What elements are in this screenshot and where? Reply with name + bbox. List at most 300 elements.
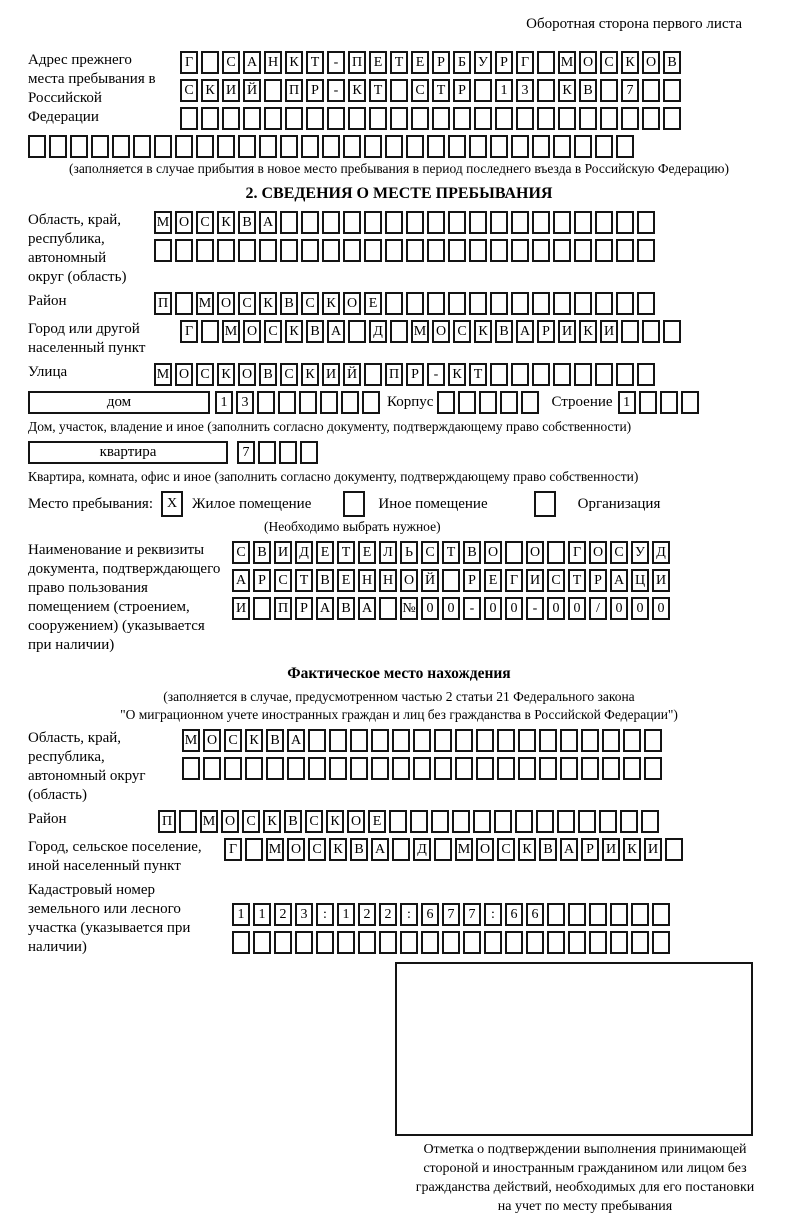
char-box[interactable]: А	[371, 838, 389, 861]
char-box[interactable]: -	[427, 363, 445, 386]
char-box[interactable]	[295, 931, 313, 954]
char-box[interactable]	[327, 107, 345, 130]
char-box[interactable]	[616, 239, 634, 262]
char-box[interactable]: П	[385, 363, 403, 386]
char-box[interactable]: М	[196, 292, 214, 315]
char-box[interactable]	[494, 810, 512, 833]
char-box[interactable]	[568, 931, 586, 954]
char-box[interactable]	[574, 211, 592, 234]
char-box[interactable]	[560, 757, 578, 780]
char-box[interactable]	[474, 79, 492, 102]
char-box[interactable]: Й	[243, 79, 261, 102]
char-box[interactable]: Т	[390, 51, 408, 74]
char-box[interactable]	[616, 211, 634, 234]
char-box[interactable]: М	[154, 363, 172, 386]
char-box[interactable]	[595, 211, 613, 234]
char-box[interactable]: С	[610, 541, 628, 564]
char-box[interactable]: 3	[236, 391, 254, 414]
char-box[interactable]: А	[516, 320, 534, 343]
char-box[interactable]	[511, 292, 529, 315]
char-box[interactable]	[599, 810, 617, 833]
char-box[interactable]	[175, 292, 193, 315]
char-box[interactable]: М	[182, 729, 200, 752]
char-box[interactable]: С	[180, 79, 198, 102]
char-box[interactable]	[537, 107, 555, 130]
char-box[interactable]	[196, 135, 214, 158]
char-box[interactable]	[301, 239, 319, 262]
char-box[interactable]	[557, 810, 575, 833]
char-box[interactable]	[217, 239, 235, 262]
char-box[interactable]	[532, 292, 550, 315]
char-box[interactable]	[411, 107, 429, 130]
char-box[interactable]: С	[411, 79, 429, 102]
char-box[interactable]	[264, 79, 282, 102]
char-box[interactable]: С	[196, 363, 214, 386]
char-box[interactable]: И	[232, 597, 250, 620]
char-box[interactable]	[620, 810, 638, 833]
char-box[interactable]	[316, 931, 334, 954]
char-box[interactable]	[497, 757, 515, 780]
char-box[interactable]	[621, 320, 639, 343]
char-box[interactable]: Б	[453, 51, 471, 74]
char-box[interactable]: /	[589, 597, 607, 620]
char-box[interactable]: Е	[411, 51, 429, 74]
char-box[interactable]: О	[432, 320, 450, 343]
char-box[interactable]	[350, 757, 368, 780]
char-box[interactable]	[539, 729, 557, 752]
char-box[interactable]: П	[158, 810, 176, 833]
char-box[interactable]: С	[264, 320, 282, 343]
char-box[interactable]	[663, 320, 681, 343]
char-box[interactable]: С	[308, 838, 326, 861]
char-box[interactable]: 0	[610, 597, 628, 620]
char-box[interactable]: Ц	[631, 569, 649, 592]
char-box[interactable]: Т	[306, 51, 324, 74]
apartment-type-box[interactable]: квартира	[28, 441, 228, 464]
char-box[interactable]: А	[316, 597, 334, 620]
char-box[interactable]	[299, 391, 317, 414]
char-box[interactable]	[463, 931, 481, 954]
char-box[interactable]	[600, 79, 618, 102]
char-box[interactable]: 1	[215, 391, 233, 414]
char-box[interactable]	[427, 211, 445, 234]
char-box[interactable]: М	[200, 810, 218, 833]
char-box[interactable]: 1	[495, 79, 513, 102]
char-box[interactable]	[589, 903, 607, 926]
char-box[interactable]: К	[201, 79, 219, 102]
char-box[interactable]: О	[484, 541, 502, 564]
char-box[interactable]: А	[327, 320, 345, 343]
char-box[interactable]: С	[497, 838, 515, 861]
char-box[interactable]: К	[263, 810, 281, 833]
char-box[interactable]: В	[238, 211, 256, 234]
char-box[interactable]	[385, 211, 403, 234]
char-box[interactable]	[257, 391, 275, 414]
char-box[interactable]: 1	[232, 903, 250, 926]
char-box[interactable]	[553, 135, 571, 158]
char-box[interactable]	[642, 107, 660, 130]
char-box[interactable]	[343, 239, 361, 262]
char-box[interactable]	[421, 931, 439, 954]
char-box[interactable]: О	[476, 838, 494, 861]
char-box[interactable]	[301, 211, 319, 234]
char-box[interactable]: С	[547, 569, 565, 592]
char-box[interactable]	[479, 391, 497, 414]
char-box[interactable]	[532, 239, 550, 262]
char-box[interactable]	[610, 931, 628, 954]
char-box[interactable]	[663, 107, 681, 130]
char-box[interactable]: Д	[413, 838, 431, 861]
char-box[interactable]: -	[526, 597, 544, 620]
char-box[interactable]: В	[463, 541, 481, 564]
char-box[interactable]	[341, 391, 359, 414]
char-box[interactable]	[201, 51, 219, 74]
char-box[interactable]: О	[217, 292, 235, 315]
char-box[interactable]: К	[558, 79, 576, 102]
char-box[interactable]: Р	[295, 597, 313, 620]
char-box[interactable]	[474, 107, 492, 130]
char-box[interactable]: 2	[274, 903, 292, 926]
char-box[interactable]	[287, 757, 305, 780]
char-box[interactable]: 3	[516, 79, 534, 102]
char-box[interactable]	[644, 729, 662, 752]
char-box[interactable]	[595, 292, 613, 315]
char-box[interactable]	[484, 931, 502, 954]
char-box[interactable]: М	[455, 838, 473, 861]
char-box[interactable]: И	[652, 569, 670, 592]
char-box[interactable]	[637, 363, 655, 386]
char-box[interactable]	[511, 135, 529, 158]
char-box[interactable]: С	[222, 51, 240, 74]
char-box[interactable]: О	[238, 363, 256, 386]
char-box[interactable]	[681, 391, 699, 414]
char-box[interactable]	[581, 729, 599, 752]
char-box[interactable]	[642, 79, 660, 102]
char-box[interactable]	[610, 903, 628, 926]
char-box[interactable]	[264, 107, 282, 130]
char-box[interactable]	[437, 391, 455, 414]
char-box[interactable]: Т	[432, 79, 450, 102]
char-box[interactable]	[623, 729, 641, 752]
char-box[interactable]	[641, 810, 659, 833]
char-box[interactable]	[320, 391, 338, 414]
char-box[interactable]	[665, 838, 683, 861]
char-box[interactable]	[379, 597, 397, 620]
char-box[interactable]: Е	[484, 569, 502, 592]
char-box[interactable]: -	[327, 51, 345, 74]
char-box[interactable]	[274, 931, 292, 954]
char-box[interactable]	[427, 135, 445, 158]
char-box[interactable]	[322, 135, 340, 158]
char-box[interactable]: 0	[484, 597, 502, 620]
char-box[interactable]: К	[217, 211, 235, 234]
char-box[interactable]	[637, 239, 655, 262]
char-box[interactable]: П	[348, 51, 366, 74]
char-box[interactable]: А	[610, 569, 628, 592]
char-box[interactable]: И	[322, 363, 340, 386]
char-box[interactable]	[280, 211, 298, 234]
house-type-box[interactable]: дом	[28, 391, 210, 414]
char-box[interactable]: 0	[568, 597, 586, 620]
char-box[interactable]: Н	[358, 569, 376, 592]
char-box[interactable]: 7	[621, 79, 639, 102]
char-box[interactable]: А	[287, 729, 305, 752]
char-box[interactable]: В	[579, 79, 597, 102]
char-box[interactable]: С	[301, 292, 319, 315]
char-box[interactable]	[308, 757, 326, 780]
char-box[interactable]	[389, 810, 407, 833]
char-box[interactable]	[553, 292, 571, 315]
char-box[interactable]	[329, 757, 347, 780]
char-box[interactable]: Т	[369, 79, 387, 102]
char-box[interactable]	[49, 135, 67, 158]
char-box[interactable]: М	[154, 211, 172, 234]
char-box[interactable]: Р	[253, 569, 271, 592]
char-box[interactable]: 0	[442, 597, 460, 620]
char-box[interactable]: А	[232, 569, 250, 592]
char-box[interactable]	[476, 757, 494, 780]
char-box[interactable]	[300, 441, 318, 464]
char-box[interactable]	[490, 363, 508, 386]
char-box[interactable]	[574, 239, 592, 262]
char-box[interactable]	[400, 931, 418, 954]
char-box[interactable]	[631, 903, 649, 926]
char-box[interactable]: 1	[253, 903, 271, 926]
char-box[interactable]	[476, 729, 494, 752]
char-box[interactable]: М	[222, 320, 240, 343]
char-box[interactable]	[547, 541, 565, 564]
char-box[interactable]	[579, 107, 597, 130]
char-box[interactable]: С	[232, 541, 250, 564]
char-box[interactable]: Т	[469, 363, 487, 386]
char-box[interactable]	[505, 931, 523, 954]
char-box[interactable]	[406, 211, 424, 234]
char-box[interactable]: О	[347, 810, 365, 833]
char-box[interactable]	[511, 239, 529, 262]
char-box[interactable]	[652, 931, 670, 954]
char-box[interactable]	[343, 211, 361, 234]
char-box[interactable]: О	[400, 569, 418, 592]
char-box[interactable]	[350, 729, 368, 752]
char-box[interactable]	[442, 931, 460, 954]
char-box[interactable]: О	[203, 729, 221, 752]
char-box[interactable]	[490, 292, 508, 315]
char-box[interactable]	[547, 931, 565, 954]
char-box[interactable]: И	[558, 320, 576, 343]
char-box[interactable]: С	[224, 729, 242, 752]
char-box[interactable]: Р	[589, 569, 607, 592]
char-box[interactable]	[322, 239, 340, 262]
char-box[interactable]	[621, 107, 639, 130]
char-box[interactable]: Т	[442, 541, 460, 564]
char-box[interactable]	[663, 79, 681, 102]
char-box[interactable]	[547, 903, 565, 926]
char-box[interactable]: О	[343, 292, 361, 315]
char-box[interactable]	[473, 810, 491, 833]
char-box[interactable]	[639, 391, 657, 414]
char-box[interactable]	[280, 239, 298, 262]
char-box[interactable]	[660, 391, 678, 414]
char-box[interactable]: 0	[421, 597, 439, 620]
char-box[interactable]	[431, 810, 449, 833]
char-box[interactable]	[243, 107, 261, 130]
char-box[interactable]	[337, 931, 355, 954]
char-box[interactable]	[196, 239, 214, 262]
char-box[interactable]: И	[602, 838, 620, 861]
char-box[interactable]: Р	[406, 363, 424, 386]
char-box[interactable]	[112, 135, 130, 158]
char-box[interactable]	[558, 107, 576, 130]
char-box[interactable]: :	[484, 903, 502, 926]
char-box[interactable]	[427, 292, 445, 315]
char-box[interactable]	[362, 391, 380, 414]
char-box[interactable]	[280, 135, 298, 158]
char-box[interactable]: Д	[295, 541, 313, 564]
char-box[interactable]: К	[285, 51, 303, 74]
char-box[interactable]: Р	[453, 79, 471, 102]
char-box[interactable]	[469, 211, 487, 234]
char-box[interactable]: А	[560, 838, 578, 861]
char-box[interactable]	[258, 441, 276, 464]
char-box[interactable]	[448, 292, 466, 315]
char-box[interactable]: В	[539, 838, 557, 861]
char-box[interactable]	[392, 729, 410, 752]
char-box[interactable]	[180, 107, 198, 130]
char-box[interactable]: Р	[432, 51, 450, 74]
char-box[interactable]: И	[526, 569, 544, 592]
char-box[interactable]	[385, 292, 403, 315]
char-box[interactable]: С	[242, 810, 260, 833]
char-box[interactable]: С	[305, 810, 323, 833]
char-box[interactable]: Ь	[400, 541, 418, 564]
char-box[interactable]: К	[259, 292, 277, 315]
char-box[interactable]: И	[274, 541, 292, 564]
char-box[interactable]: К	[621, 51, 639, 74]
char-box[interactable]	[348, 107, 366, 130]
char-box[interactable]: Е	[368, 810, 386, 833]
char-box[interactable]: Г	[516, 51, 534, 74]
char-box[interactable]: В	[337, 597, 355, 620]
char-box[interactable]	[371, 729, 389, 752]
char-box[interactable]	[644, 757, 662, 780]
char-box[interactable]: Р	[463, 569, 481, 592]
char-box[interactable]	[642, 320, 660, 343]
char-box[interactable]	[652, 903, 670, 926]
char-box[interactable]: К	[474, 320, 492, 343]
char-box[interactable]: 6	[526, 903, 544, 926]
char-box[interactable]: Г	[180, 51, 198, 74]
char-box[interactable]: Д	[652, 541, 670, 564]
char-box[interactable]	[574, 135, 592, 158]
char-box[interactable]	[448, 211, 466, 234]
stay-option-organization-checkbox[interactable]	[534, 491, 556, 517]
char-box[interactable]	[279, 441, 297, 464]
char-box[interactable]	[537, 79, 555, 102]
char-box[interactable]: В	[495, 320, 513, 343]
char-box[interactable]: С	[421, 541, 439, 564]
char-box[interactable]	[410, 810, 428, 833]
char-box[interactable]	[259, 239, 277, 262]
char-box[interactable]: М	[411, 320, 429, 343]
char-box[interactable]	[217, 135, 235, 158]
char-box[interactable]: Н	[264, 51, 282, 74]
char-box[interactable]	[406, 292, 424, 315]
char-box[interactable]	[369, 107, 387, 130]
char-box[interactable]: С	[280, 363, 298, 386]
char-box[interactable]: К	[285, 320, 303, 343]
char-box[interactable]	[602, 729, 620, 752]
char-box[interactable]	[623, 757, 641, 780]
char-box[interactable]	[253, 931, 271, 954]
char-box[interactable]	[348, 320, 366, 343]
char-box[interactable]	[245, 757, 263, 780]
char-box[interactable]: 0	[631, 597, 649, 620]
char-box[interactable]	[532, 211, 550, 234]
char-box[interactable]: Е	[369, 51, 387, 74]
char-box[interactable]	[392, 757, 410, 780]
char-box[interactable]: В	[259, 363, 277, 386]
char-box[interactable]	[518, 757, 536, 780]
char-box[interactable]	[413, 757, 431, 780]
char-box[interactable]	[329, 729, 347, 752]
char-box[interactable]	[532, 135, 550, 158]
char-box[interactable]	[469, 135, 487, 158]
char-box[interactable]	[390, 79, 408, 102]
char-box[interactable]: Е	[358, 541, 376, 564]
char-box[interactable]	[308, 729, 326, 752]
char-box[interactable]: В	[280, 292, 298, 315]
char-box[interactable]	[175, 239, 193, 262]
char-box[interactable]: Д	[369, 320, 387, 343]
char-box[interactable]: К	[301, 363, 319, 386]
char-box[interactable]	[553, 363, 571, 386]
char-box[interactable]: С	[196, 211, 214, 234]
char-box[interactable]: Р	[495, 51, 513, 74]
char-box[interactable]	[458, 391, 476, 414]
char-box[interactable]: -	[327, 79, 345, 102]
char-box[interactable]	[253, 597, 271, 620]
char-box[interactable]	[469, 292, 487, 315]
char-box[interactable]: Е	[364, 292, 382, 315]
char-box[interactable]	[203, 757, 221, 780]
char-box[interactable]: 3	[295, 903, 313, 926]
char-box[interactable]	[238, 135, 256, 158]
char-box[interactable]: И	[644, 838, 662, 861]
char-box[interactable]	[500, 391, 518, 414]
char-box[interactable]	[201, 107, 219, 130]
char-box[interactable]	[364, 363, 382, 386]
char-box[interactable]: 1	[618, 391, 636, 414]
char-box[interactable]	[637, 292, 655, 315]
char-box[interactable]: В	[316, 569, 334, 592]
char-box[interactable]	[574, 363, 592, 386]
char-box[interactable]: :	[316, 903, 334, 926]
char-box[interactable]	[532, 363, 550, 386]
char-box[interactable]	[427, 239, 445, 262]
char-box[interactable]	[222, 107, 240, 130]
char-box[interactable]	[364, 211, 382, 234]
char-box[interactable]: К	[348, 79, 366, 102]
char-box[interactable]	[537, 51, 555, 74]
char-box[interactable]: В	[306, 320, 324, 343]
char-box[interactable]	[364, 135, 382, 158]
char-box[interactable]	[442, 569, 460, 592]
char-box[interactable]	[175, 135, 193, 158]
char-box[interactable]: С	[274, 569, 292, 592]
char-box[interactable]	[390, 107, 408, 130]
char-box[interactable]: Р	[581, 838, 599, 861]
char-box[interactable]: В	[350, 838, 368, 861]
